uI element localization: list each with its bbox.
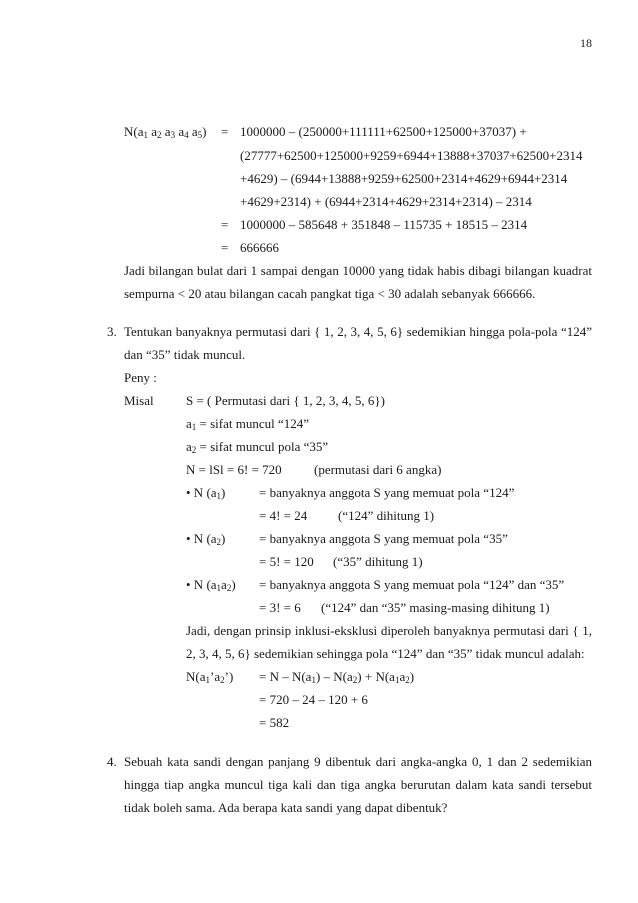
equation-line: +4629) – (6944+13888+9259+62500+2314+4629+6944+2314 xyxy=(240,171,568,186)
page-number: 18 xyxy=(580,36,592,50)
problem-number: 4. xyxy=(107,754,117,769)
equation-line: +4629+2314) + (6944+2314+4629+2314+2314) – 2314 xyxy=(240,194,532,209)
bullet-calculation: = 4! = 24 xyxy=(259,508,308,523)
bullet-description: = banyaknya anggota S yang memuat pola “124” xyxy=(259,485,515,500)
formula-result: = 582 xyxy=(259,715,290,730)
equals-sign: = xyxy=(221,124,229,139)
formula-label: $N(a_1’a_2’)$ xyxy=(186,669,234,685)
problem-number: 3. xyxy=(107,324,117,339)
equation-line: (27777+62500+125000+9259+6944+13888+37037+62500+2314 xyxy=(240,148,583,163)
solution-label: Peny : xyxy=(124,370,157,385)
problem-statement: dan “35” tidak muncul. xyxy=(124,347,246,362)
equals-sign: = xyxy=(221,217,229,232)
formula-line: = $N - N(a_1) - N(a_2) + N(a_1a_2)$ xyxy=(259,669,415,685)
bullet-label: • N $(a_1a_2)$ xyxy=(186,577,236,593)
property-a2-definition: $a_2$ = sifat muncul pola “35” xyxy=(186,439,329,455)
misal-label: Misal xyxy=(124,393,154,408)
bullet-description: = banyaknya anggota S yang memuat pola “35” xyxy=(259,531,508,546)
conclusion-line: sempurna < 20 atau bilangan cacah pangkat tiga < 30 adalah sebanyak 666666. xyxy=(124,286,536,301)
property-a1-definition: $a_1$ = sifat muncul “124” xyxy=(186,416,310,432)
total-count-note: (permutasi dari 6 angka) xyxy=(314,462,442,477)
problem-statement: Sebuah kata sandi dengan panjang 9 dibentuk dari angka-angka 0, 1 dan 2 sedemikian xyxy=(124,754,592,769)
bullet-label: • N $(a_2)$ xyxy=(186,531,226,547)
bullet-note: (“35” dihitung 1) xyxy=(333,554,423,569)
equation-result: 666666 xyxy=(240,240,279,255)
set-definition: S = ( Permutasi dari { 1, 2, 3, 4, 5, 6}) xyxy=(186,393,385,408)
bullet-calculation: = 5! = 120 xyxy=(259,554,314,569)
formula-line: = 720 – 24 – 120 + 6 xyxy=(259,692,368,707)
total-count: N = lSl = 6! = 720 xyxy=(186,462,282,477)
bullet-note: (“124” dan “35” masing-masing dihitung 1) xyxy=(321,600,550,615)
n-complement-label: $N(a_1$ $a_2$ $a_3$ $a_4$ $a_5$) xyxy=(124,124,207,140)
problem-statement: Tentukan banyaknya permutasi dari { 1, 2, 3, 4, 5, 6} sedemikian hingga pola-pola “124” xyxy=(124,324,592,339)
bullet-description: = banyaknya anggota S yang memuat pola “124” dan “35” xyxy=(259,577,565,592)
problem-statement: hingga tiap angka muncul tiga kali dan tiga angka berurutan dalam kata sandi tersebut xyxy=(124,777,592,792)
conclusion-line: Jadi bilangan bulat dari 1 sampai dengan 10000 yang tidak habis dibagi bilangan kuadrat xyxy=(124,263,592,278)
problem-statement: tidak boleh sama. Ada berapa kata sandi yang dapat dibentuk? xyxy=(124,800,448,815)
equation-line: 1000000 – 585648 + 351848 – 115735 + 18515 – 2314 xyxy=(240,217,528,232)
equation-line: 1000000 – (250000+111111+62500+125000+37037) + xyxy=(240,124,527,139)
conclusion-line: Jadi, dengan prinsip inklusi-eksklusi diperoleh banyaknya permutasi dari { 1, xyxy=(186,623,592,638)
bullet-calculation: = 3! = 6 xyxy=(259,600,301,615)
bullet-note: (“124” dihitung 1) xyxy=(338,508,435,523)
equals-sign: = xyxy=(221,240,229,255)
bullet-label: • N $(a_1)$ xyxy=(186,485,226,501)
conclusion-line: 2, 3, 4, 5, 6} sedemikian sehingga pola “124” dan “35” tidak muncul adalah: xyxy=(186,646,585,661)
